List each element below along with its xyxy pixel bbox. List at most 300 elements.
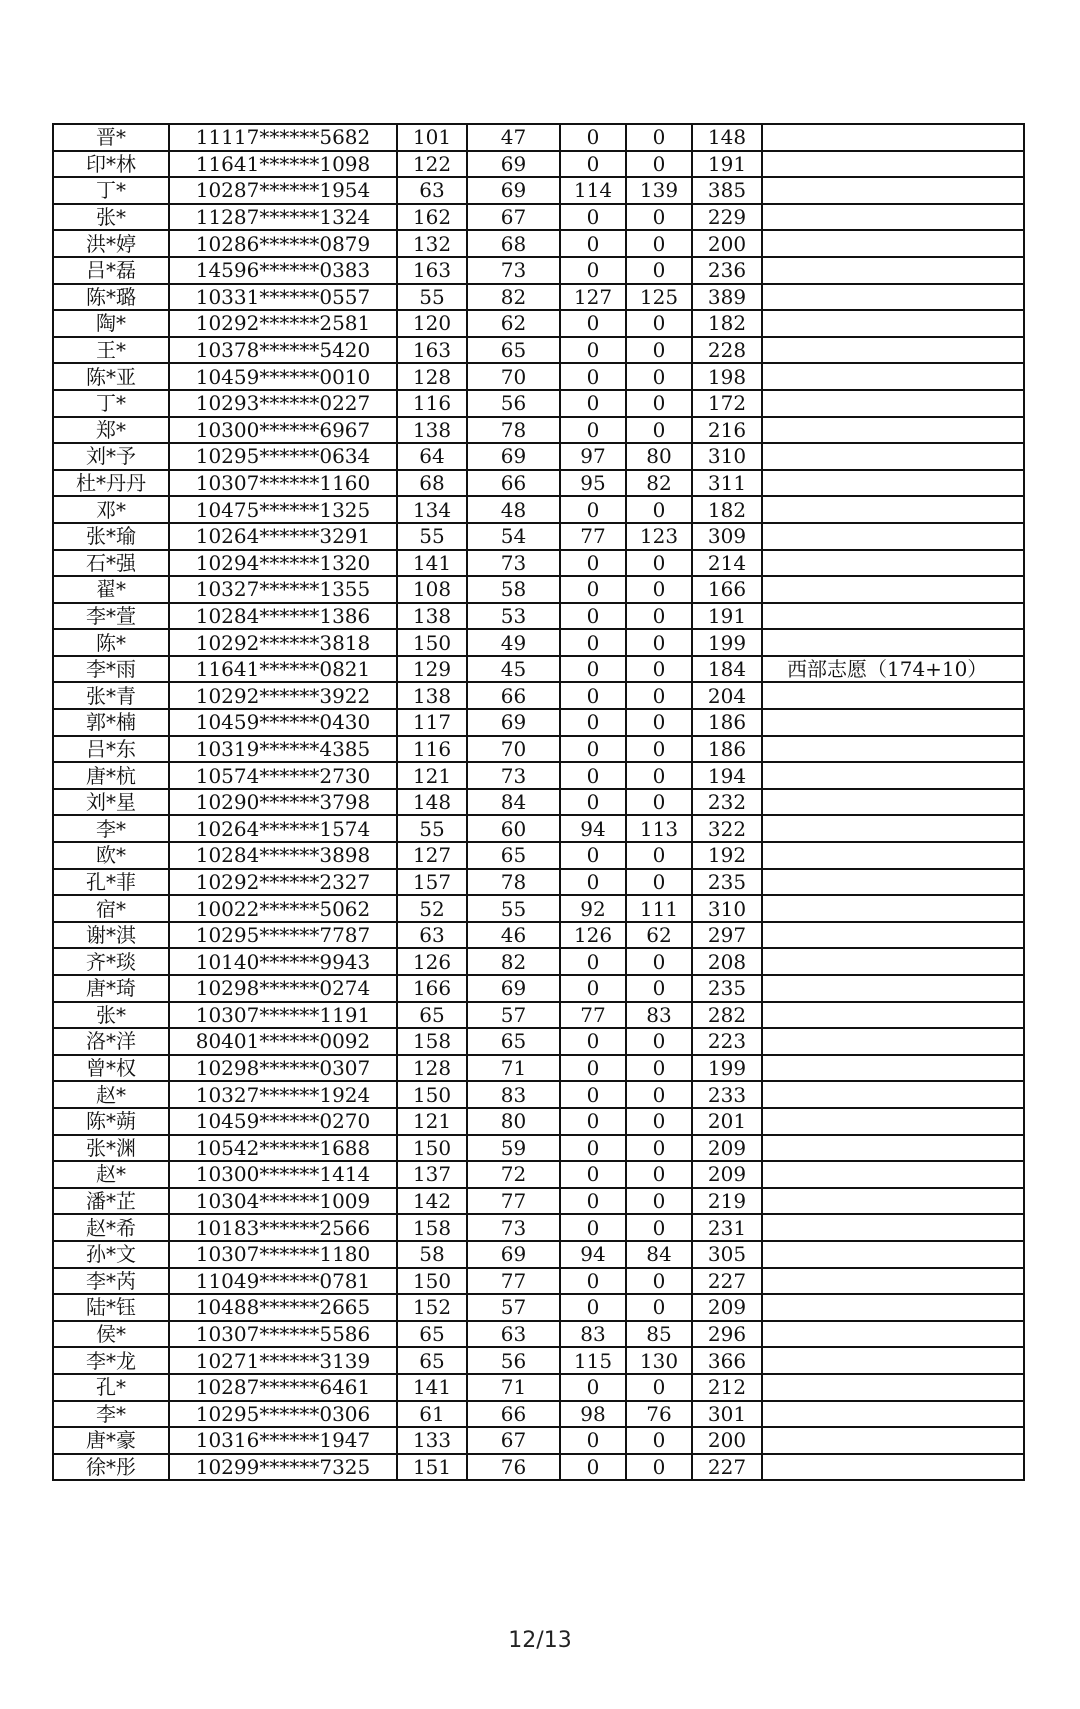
score-3-cell: 0: [560, 550, 626, 577]
name-cell: 赵*希: [53, 1214, 169, 1241]
score-4-cell: 0: [626, 762, 692, 789]
exam-id-cell: 10459******0270: [169, 1108, 397, 1135]
note-cell: [762, 576, 1024, 603]
note-cell: [762, 1427, 1024, 1454]
score-3-cell: 92: [560, 895, 626, 922]
total-cell: 199: [692, 629, 762, 656]
total-cell: 204: [692, 682, 762, 709]
name-cell: 邓*: [53, 496, 169, 523]
total-cell: 322: [692, 815, 762, 842]
name-cell: 张*瑜: [53, 523, 169, 550]
total-cell: 227: [692, 1268, 762, 1295]
note-cell: [762, 1214, 1024, 1241]
table-row: [53, 1321, 1024, 1348]
table-row: [53, 1268, 1024, 1295]
total-cell: 233: [692, 1081, 762, 1108]
note-cell: [762, 124, 1024, 151]
note-cell: [762, 204, 1024, 231]
note-cell: [762, 842, 1024, 869]
score-2-cell: 73: [467, 550, 560, 577]
name-cell: 张*: [53, 1002, 169, 1029]
table-row: [53, 629, 1024, 656]
score-2-cell: 65: [467, 1028, 560, 1055]
name-cell: 唐*琦: [53, 975, 169, 1002]
score-1-cell: 141: [397, 550, 467, 577]
score-1-cell: 121: [397, 762, 467, 789]
table-row: [53, 124, 1024, 151]
score-3-cell: 94: [560, 815, 626, 842]
table-row: [53, 948, 1024, 975]
score-4-cell: 139: [626, 177, 692, 204]
name-cell: 李*: [53, 1401, 169, 1428]
total-cell: 192: [692, 842, 762, 869]
total-cell: 191: [692, 603, 762, 630]
score-4-cell: 0: [626, 789, 692, 816]
page-number: 12/13: [508, 1628, 572, 1653]
score-4-cell: 85: [626, 1321, 692, 1348]
total-cell: 198: [692, 363, 762, 390]
note-cell: [762, 1002, 1024, 1029]
score-2-cell: 73: [467, 1214, 560, 1241]
score-2-cell: 65: [467, 842, 560, 869]
score-3-cell: 0: [560, 1188, 626, 1215]
name-cell: 张*青: [53, 682, 169, 709]
table-row: [53, 1294, 1024, 1321]
total-cell: 199: [692, 1055, 762, 1082]
name-cell: 侯*: [53, 1321, 169, 1348]
score-4-cell: 0: [626, 1268, 692, 1295]
score-1-cell: 108: [397, 576, 467, 603]
total-cell: 282: [692, 1002, 762, 1029]
score-4-cell: 0: [626, 550, 692, 577]
table-row: [53, 470, 1024, 497]
table-row: [53, 390, 1024, 417]
table-body: [53, 124, 1024, 1480]
score-1-cell: 121: [397, 1108, 467, 1135]
score-4-cell: 0: [626, 204, 692, 231]
score-2-cell: 83: [467, 1081, 560, 1108]
score-3-cell: 0: [560, 789, 626, 816]
score-2-cell: 84: [467, 789, 560, 816]
table-row: [53, 523, 1024, 550]
score-1-cell: 152: [397, 1294, 467, 1321]
score-4-cell: 0: [626, 948, 692, 975]
score-1-cell: 163: [397, 257, 467, 284]
table-row: [53, 1135, 1024, 1162]
name-cell: 陈*亚: [53, 363, 169, 390]
score-3-cell: 0: [560, 257, 626, 284]
score-3-cell: 77: [560, 1002, 626, 1029]
score-3-cell: 126: [560, 922, 626, 949]
name-cell: 陈*璐: [53, 284, 169, 311]
note-cell: 西部志愿（174+10）: [762, 656, 1024, 683]
score-1-cell: 126: [397, 948, 467, 975]
exam-id-cell: 10298******0307: [169, 1055, 397, 1082]
score-2-cell: 56: [467, 390, 560, 417]
score-4-cell: 0: [626, 1294, 692, 1321]
exam-id-cell: 10292******3922: [169, 682, 397, 709]
score-4-cell: 0: [626, 842, 692, 869]
table-row: [53, 709, 1024, 736]
total-cell: 227: [692, 1454, 762, 1481]
table-row: [53, 257, 1024, 284]
score-1-cell: 141: [397, 1374, 467, 1401]
exam-id-cell: 10287******1954: [169, 177, 397, 204]
score-2-cell: 62: [467, 310, 560, 337]
score-2-cell: 58: [467, 576, 560, 603]
score-3-cell: 0: [560, 1161, 626, 1188]
score-3-cell: 0: [560, 1214, 626, 1241]
score-2-cell: 63: [467, 1321, 560, 1348]
table-row: [53, 1347, 1024, 1374]
name-cell: 陆*钰: [53, 1294, 169, 1321]
score-1-cell: 122: [397, 151, 467, 178]
score-4-cell: 125: [626, 284, 692, 311]
table-row: [53, 1374, 1024, 1401]
exam-id-cell: 11641******1098: [169, 151, 397, 178]
name-cell: 潘*芷: [53, 1188, 169, 1215]
exam-id-cell: 10574******2730: [169, 762, 397, 789]
table-row: [53, 603, 1024, 630]
note-cell: [762, 922, 1024, 949]
note-cell: [762, 975, 1024, 1002]
note-cell: [762, 603, 1024, 630]
total-cell: 182: [692, 496, 762, 523]
exam-id-cell: 10284******3898: [169, 842, 397, 869]
total-cell: 223: [692, 1028, 762, 1055]
note-cell: [762, 1294, 1024, 1321]
score-3-cell: 0: [560, 310, 626, 337]
score-2-cell: 69: [467, 151, 560, 178]
score-2-cell: 57: [467, 1294, 560, 1321]
score-2-cell: 66: [467, 682, 560, 709]
score-3-cell: 0: [560, 204, 626, 231]
score-2-cell: 69: [467, 1241, 560, 1268]
score-1-cell: 116: [397, 390, 467, 417]
note-cell: [762, 1374, 1024, 1401]
name-cell: 李*萱: [53, 603, 169, 630]
table-row: [53, 682, 1024, 709]
name-cell: 王*: [53, 337, 169, 364]
note-cell: [762, 682, 1024, 709]
total-cell: 309: [692, 523, 762, 550]
name-cell: 吕*磊: [53, 257, 169, 284]
note-cell: [762, 1188, 1024, 1215]
score-3-cell: 0: [560, 1135, 626, 1162]
total-cell: 216: [692, 417, 762, 444]
total-cell: 219: [692, 1188, 762, 1215]
score-4-cell: 76: [626, 1401, 692, 1428]
score-2-cell: 48: [467, 496, 560, 523]
score-1-cell: 138: [397, 603, 467, 630]
name-cell: 唐*豪: [53, 1427, 169, 1454]
table-row: [53, 284, 1024, 311]
total-cell: 166: [692, 576, 762, 603]
score-1-cell: 68: [397, 470, 467, 497]
score-3-cell: 0: [560, 1427, 626, 1454]
table-row: [53, 1427, 1024, 1454]
exam-id-cell: 10299******7325: [169, 1454, 397, 1481]
score-1-cell: 134: [397, 496, 467, 523]
score-4-cell: 0: [626, 310, 692, 337]
note-cell: [762, 390, 1024, 417]
score-1-cell: 65: [397, 1347, 467, 1374]
name-cell: 李*雨: [53, 656, 169, 683]
name-cell: 石*强: [53, 550, 169, 577]
score-2-cell: 57: [467, 1002, 560, 1029]
note-cell: [762, 1401, 1024, 1428]
table-row: [53, 1214, 1024, 1241]
table-row: [53, 1161, 1024, 1188]
exam-id-cell: 10307******5586: [169, 1321, 397, 1348]
name-cell: 宿*: [53, 895, 169, 922]
score-3-cell: 0: [560, 390, 626, 417]
name-cell: 曾*权: [53, 1055, 169, 1082]
note-cell: [762, 1135, 1024, 1162]
table-row: [53, 922, 1024, 949]
name-cell: 唐*杭: [53, 762, 169, 789]
name-cell: 杜*丹丹: [53, 470, 169, 497]
score-3-cell: 0: [560, 1374, 626, 1401]
note-cell: [762, 1055, 1024, 1082]
score-2-cell: 73: [467, 762, 560, 789]
exam-id-cell: 11049******0781: [169, 1268, 397, 1295]
name-cell: 晋*: [53, 124, 169, 151]
score-1-cell: 128: [397, 363, 467, 390]
note-cell: [762, 1108, 1024, 1135]
score-4-cell: 0: [626, 1108, 692, 1135]
table-row: [53, 815, 1024, 842]
note-cell: [762, 523, 1024, 550]
total-cell: 296: [692, 1321, 762, 1348]
total-cell: 201: [692, 1108, 762, 1135]
score-1-cell: 63: [397, 922, 467, 949]
score-table: [52, 123, 1025, 1481]
exam-id-cell: 10378******5420: [169, 337, 397, 364]
note-cell: [762, 417, 1024, 444]
score-1-cell: 101: [397, 124, 467, 151]
score-1-cell: 116: [397, 736, 467, 763]
total-cell: 186: [692, 736, 762, 763]
exam-id-cell: 10300******6967: [169, 417, 397, 444]
name-cell: 陈*蒴: [53, 1108, 169, 1135]
score-4-cell: 0: [626, 603, 692, 630]
note-cell: [762, 869, 1024, 896]
total-cell: 311: [692, 470, 762, 497]
note-cell: [762, 1268, 1024, 1295]
score-2-cell: 54: [467, 523, 560, 550]
name-cell: 孙*文: [53, 1241, 169, 1268]
total-cell: 297: [692, 922, 762, 949]
score-4-cell: 0: [626, 1454, 692, 1481]
name-cell: 陶*: [53, 310, 169, 337]
exam-id-cell: 10331******0557: [169, 284, 397, 311]
score-2-cell: 70: [467, 736, 560, 763]
score-1-cell: 162: [397, 204, 467, 231]
score-2-cell: 77: [467, 1188, 560, 1215]
total-cell: 301: [692, 1401, 762, 1428]
total-cell: 228: [692, 337, 762, 364]
note-cell: [762, 895, 1024, 922]
score-3-cell: 0: [560, 363, 626, 390]
total-cell: 194: [692, 762, 762, 789]
total-cell: 310: [692, 895, 762, 922]
score-3-cell: 94: [560, 1241, 626, 1268]
score-3-cell: 0: [560, 417, 626, 444]
score-3-cell: 0: [560, 151, 626, 178]
score-3-cell: 0: [560, 496, 626, 523]
note-cell: [762, 629, 1024, 656]
note-cell: [762, 1241, 1024, 1268]
exam-id-cell: 10459******0010: [169, 363, 397, 390]
score-3-cell: 0: [560, 682, 626, 709]
score-1-cell: 150: [397, 1268, 467, 1295]
score-2-cell: 53: [467, 603, 560, 630]
score-1-cell: 117: [397, 709, 467, 736]
score-4-cell: 0: [626, 363, 692, 390]
name-cell: 吕*东: [53, 736, 169, 763]
score-1-cell: 163: [397, 337, 467, 364]
score-4-cell: 0: [626, 124, 692, 151]
score-2-cell: 82: [467, 948, 560, 975]
score-2-cell: 65: [467, 337, 560, 364]
score-3-cell: 114: [560, 177, 626, 204]
score-1-cell: 151: [397, 1454, 467, 1481]
note-cell: [762, 337, 1024, 364]
score-4-cell: 0: [626, 496, 692, 523]
score-3-cell: 77: [560, 523, 626, 550]
name-cell: 郭*楠: [53, 709, 169, 736]
note-cell: [762, 1028, 1024, 1055]
total-cell: 209: [692, 1161, 762, 1188]
total-cell: 209: [692, 1294, 762, 1321]
table-row: [53, 736, 1024, 763]
score-4-cell: 0: [626, 1374, 692, 1401]
score-4-cell: 0: [626, 230, 692, 257]
score-3-cell: 0: [560, 975, 626, 1002]
table-row: [53, 1241, 1024, 1268]
score-1-cell: 150: [397, 1135, 467, 1162]
total-cell: 389: [692, 284, 762, 311]
score-1-cell: 137: [397, 1161, 467, 1188]
exam-id-cell: 10316******1947: [169, 1427, 397, 1454]
table-row: [53, 576, 1024, 603]
exam-id-cell: 11641******0821: [169, 656, 397, 683]
name-cell: 谢*淇: [53, 922, 169, 949]
score-2-cell: 71: [467, 1374, 560, 1401]
table-row: [53, 363, 1024, 390]
total-cell: 191: [692, 151, 762, 178]
score-2-cell: 69: [467, 709, 560, 736]
score-4-cell: 84: [626, 1241, 692, 1268]
total-cell: 310: [692, 443, 762, 470]
exam-id-cell: 10284******1386: [169, 603, 397, 630]
score-1-cell: 127: [397, 842, 467, 869]
table-row: [53, 1108, 1024, 1135]
total-cell: 229: [692, 204, 762, 231]
score-4-cell: 111: [626, 895, 692, 922]
score-2-cell: 82: [467, 284, 560, 311]
exam-id-cell: 10307******1191: [169, 1002, 397, 1029]
score-4-cell: 0: [626, 709, 692, 736]
score-1-cell: 64: [397, 443, 467, 470]
score-4-cell: 113: [626, 815, 692, 842]
score-1-cell: 142: [397, 1188, 467, 1215]
score-2-cell: 69: [467, 177, 560, 204]
note-cell: [762, 230, 1024, 257]
total-cell: 235: [692, 869, 762, 896]
score-4-cell: 0: [626, 1161, 692, 1188]
score-1-cell: 157: [397, 869, 467, 896]
score-3-cell: 98: [560, 1401, 626, 1428]
exam-id-cell: 10298******0274: [169, 975, 397, 1002]
score-4-cell: 123: [626, 523, 692, 550]
score-3-cell: 0: [560, 603, 626, 630]
score-1-cell: 133: [397, 1427, 467, 1454]
score-4-cell: 82: [626, 470, 692, 497]
table-row: [53, 337, 1024, 364]
note-cell: [762, 815, 1024, 842]
score-2-cell: 78: [467, 869, 560, 896]
score-2-cell: 69: [467, 975, 560, 1002]
note-cell: [762, 257, 1024, 284]
score-2-cell: 47: [467, 124, 560, 151]
score-3-cell: 0: [560, 576, 626, 603]
table-row: [53, 496, 1024, 523]
score-2-cell: 67: [467, 204, 560, 231]
score-4-cell: 0: [626, 151, 692, 178]
score-4-cell: 0: [626, 1188, 692, 1215]
exam-id-cell: 10459******0430: [169, 709, 397, 736]
score-3-cell: 0: [560, 762, 626, 789]
total-cell: 184: [692, 656, 762, 683]
score-4-cell: 83: [626, 1002, 692, 1029]
name-cell: 张*: [53, 204, 169, 231]
note-cell: [762, 151, 1024, 178]
note-cell: [762, 310, 1024, 337]
score-1-cell: 138: [397, 417, 467, 444]
total-cell: 212: [692, 1374, 762, 1401]
name-cell: 张*渊: [53, 1135, 169, 1162]
note-cell: [762, 1081, 1024, 1108]
score-4-cell: 0: [626, 417, 692, 444]
table-row: [53, 1055, 1024, 1082]
score-4-cell: 0: [626, 1214, 692, 1241]
exam-id-cell: 10292******2327: [169, 869, 397, 896]
score-3-cell: 0: [560, 1108, 626, 1135]
table-row: [53, 656, 1024, 683]
table-row: [53, 842, 1024, 869]
table-row: [53, 443, 1024, 470]
score-2-cell: 78: [467, 417, 560, 444]
name-cell: 洛*洋: [53, 1028, 169, 1055]
name-cell: 徐*彤: [53, 1454, 169, 1481]
total-cell: 236: [692, 257, 762, 284]
score-4-cell: 0: [626, 629, 692, 656]
table-row: [53, 177, 1024, 204]
score-2-cell: 69: [467, 443, 560, 470]
exam-id-cell: 10290******3798: [169, 789, 397, 816]
table-row: [53, 762, 1024, 789]
exam-id-cell: 10286******0879: [169, 230, 397, 257]
score-4-cell: 0: [626, 1427, 692, 1454]
score-2-cell: 56: [467, 1347, 560, 1374]
table-row: [53, 204, 1024, 231]
exam-id-cell: 10488******2665: [169, 1294, 397, 1321]
exam-id-cell: 10292******2581: [169, 310, 397, 337]
total-cell: 200: [692, 230, 762, 257]
score-2-cell: 68: [467, 230, 560, 257]
